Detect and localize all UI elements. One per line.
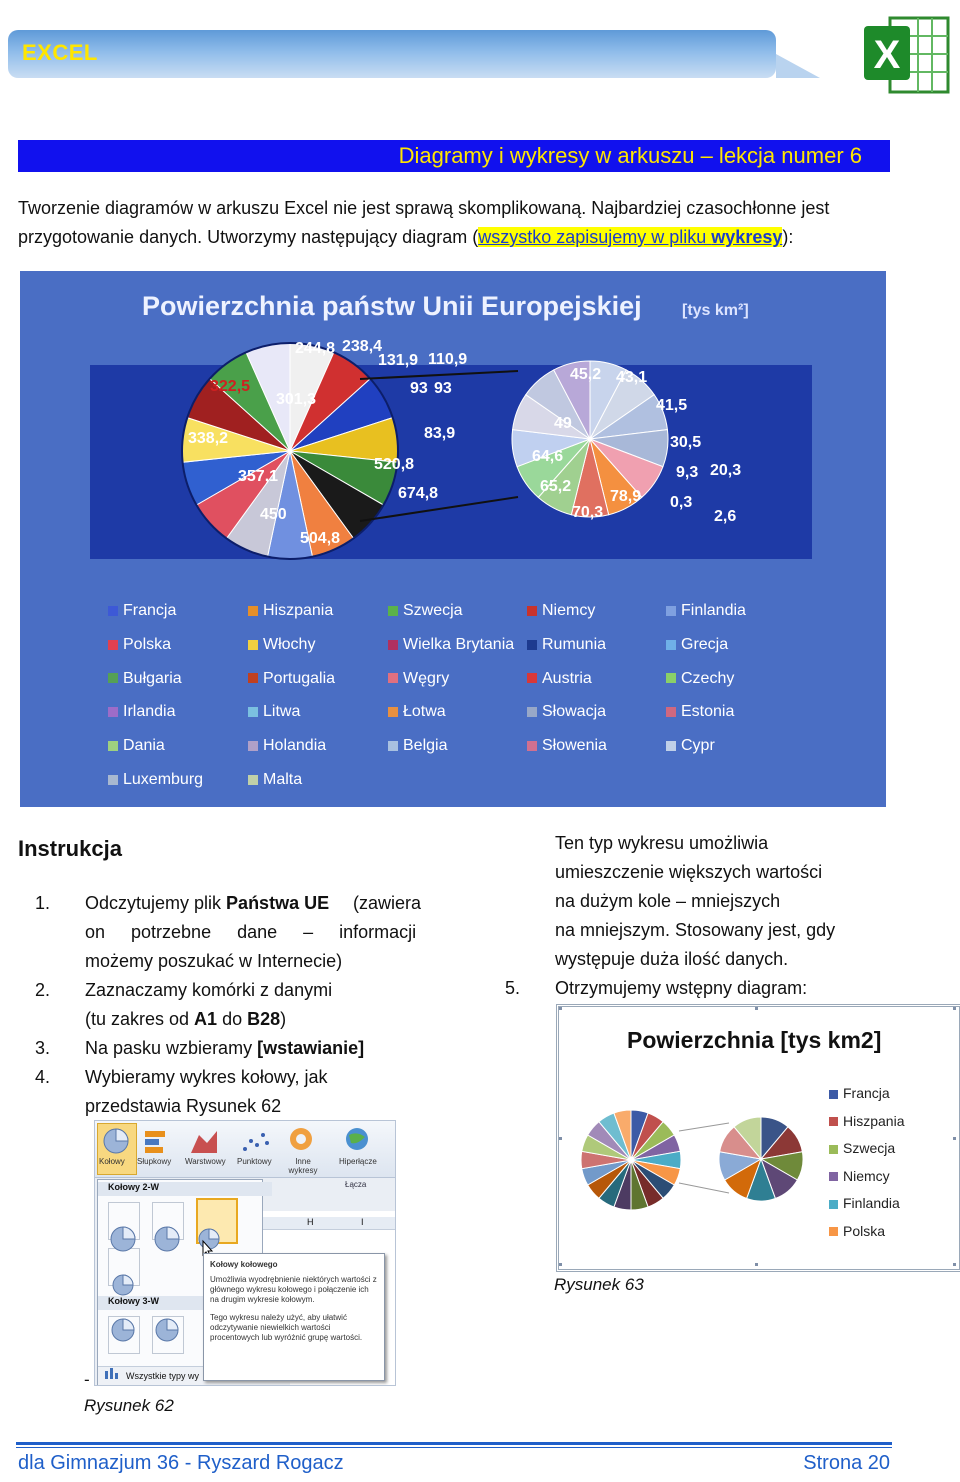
pie-of-pie-icon [199,1229,219,1249]
legend-label: Niemcy [542,602,596,619]
list-number: 4. [35,1067,51,1087]
ribbon-hyperlink-label[interactable]: Hiperłącze [339,1157,377,1166]
legend-swatch [388,673,398,683]
bar-of-pie-icon [113,1275,133,1295]
legend-item [666,703,734,721]
legend-item [388,737,447,755]
legend-label: Polska [123,635,172,653]
left-pie [182,343,398,559]
ribbon-area-label[interactable]: Warstwowy [185,1157,226,1166]
section-3d-label: Kołowy 3-W [98,1296,272,1310]
intro-end: ): [782,227,794,247]
range-text: do [217,1009,248,1029]
list-number: 3. [35,1038,51,1058]
resize-handle[interactable] [953,1263,956,1266]
area-chart-icon [191,1131,217,1153]
list-item-1-line-2: on potrzebne dane – informacji [85,922,417,942]
legend-label: Austria [542,669,592,687]
right-pie-data-label: 64,6 [532,448,564,465]
caption-figure-62: Rysunek 62 [84,1396,174,1415]
preliminary-legend-item [829,1085,890,1101]
tooltip-paragraph-1: Umożliwia wyodrębnienie niektórych wartości z głównego wykresu kołowego i połączenie ich na drugim wykresie kołowym. [210,1275,377,1304]
legend-swatch [829,1145,838,1154]
legend-swatch [248,606,258,616]
legend-label: Malta [263,771,303,788]
preliminary-chart-title: Powierzchnia [tys km2] [627,1027,882,1053]
list-item-2-line-2 [85,1005,286,1034]
column-i: I [361,1217,364,1227]
legend-swatch [248,707,258,717]
ribbon-other-label[interactable]: Inne wykresy [288,1157,318,1175]
caption-figure-63: Rysunek 63 [554,1275,644,1294]
right-pie-data-label: 43,1 [616,369,648,386]
legend-item [108,771,203,789]
list-number: 5. [505,978,521,998]
list-number: 1. [35,893,51,913]
resize-handle[interactable] [755,1263,758,1266]
right-line-5: występuje duża ilość danych. [555,949,789,969]
legend-label: Luxemburg [123,771,204,788]
left-pie-data-label: 674,8 [398,485,439,502]
legend-item [108,703,175,721]
legend-swatch [666,606,676,616]
list-text-c: (zawiera [352,893,421,913]
legend-label: Estonia [681,703,735,721]
scatter-chart-icon [243,1133,269,1151]
legend-label: Francja [843,1085,890,1101]
legend-swatch [108,640,118,650]
hyperlink-icon [346,1128,368,1150]
legend-swatch [108,707,118,717]
right-pie-data-label: 41,5 [656,397,688,414]
tooltip-paragraph-2: Tego wykresu należy użyć, aby ułatwić odczytywanie niewielkich wartości procentowych lub wyróżnić grupę wartości. [210,1313,363,1342]
intro-highlight-text: wszystko zapisujemy w pliku [478,227,712,247]
other-charts-icon [290,1128,312,1150]
excel-logo-icon [860,8,954,98]
resize-handle[interactable] [559,1263,562,1266]
section-2d-label: Kołowy 2-W [98,1182,272,1196]
all-chart-types-link[interactable]: Wszystkie typy wy [98,1366,290,1385]
right-pie-data-label: 9,3 [676,464,699,481]
legend-label: Hiszpania [263,602,334,619]
right-line-1: Ten typ wykresu umożliwia [555,833,769,853]
list-text [85,889,329,918]
preliminary-legend-item [829,1168,890,1184]
legend-label: Słowenia [542,737,607,755]
range-text: (tu zakres od [85,1009,195,1029]
left-pie-data-label: 93 [434,380,452,397]
chart-title: Powierzchnia państw Unii Europejskiej [142,291,642,321]
right-line-2: umieszczenie większych wartości [555,862,823,882]
intro-line-1: Tworzenie diagramów w arkuszu Excel nie jest sprawą skomplikowaną. Najbardziej czasochłonne jest [18,198,830,218]
right-pie-data-label: 70,3 [572,504,604,521]
left-pie-data-label: 83,9 [424,425,456,442]
left-pie-data-label: 244,8 [295,340,336,357]
right-line-4: na mniejszym. Stosowany jest, gdy [555,920,836,940]
legend-swatch [248,775,258,785]
legend-swatch [248,673,258,683]
legend-swatch [108,741,118,751]
exploded-pie-icon [155,1227,179,1251]
preliminary-legend-item [829,1223,885,1239]
legend-label: Belgia [403,737,448,755]
legend-item [248,602,333,620]
list-text: Na pasku wzbieramy [85,1038,258,1058]
legend-swatch [248,741,258,751]
legend-label: Dania [123,737,165,755]
footer-author: dla Gimnazjum 36 - Ryszard Rogacz [18,1452,344,1474]
legend-swatch [666,741,676,751]
legend-item [666,670,734,688]
legend-label: Słowacja [542,703,607,721]
section-title: EXCEL [22,40,98,65]
legend-swatch [527,640,537,650]
left-pie-data-label: 450 [260,506,287,523]
chart-title-unit: [tys km²] [682,302,749,319]
preliminary-chart-frame[interactable] [556,1004,960,1272]
column-h: H [307,1217,314,1227]
legend-swatch [666,707,676,717]
legend-swatch [388,606,398,616]
legend-item [248,670,335,688]
legend-item [666,737,715,755]
legend-label: Litwa [263,703,301,721]
list-item-4-line-2: przedstawia Rysunek 62 [85,1096,282,1116]
connector-line [360,371,518,379]
pie-chart-icon [104,1129,128,1153]
intro-filename: wykresy [711,227,783,247]
list-item-2-line-1: Zaznaczamy komórki z danymi [85,980,333,1000]
page-title: Diagramy i wykresy w arkuszu – lekcja numer 6 [398,143,862,168]
preliminary-pie-chart [559,1007,959,1269]
legend-item [388,602,463,620]
legend-label: Rumunia [542,635,607,653]
list-text-a: Odczytujemy plik [85,893,227,913]
resize-handle[interactable] [953,1137,956,1140]
right-pie-data-label: 49 [554,415,572,432]
resize-handle[interactable] [559,1007,562,1010]
file-name: Państwa UE [226,893,330,913]
legend-item [248,771,302,789]
legend-label: Cypr [681,737,715,755]
preliminary-connector [679,1123,729,1131]
left-pie-data-label: 131,9 [378,352,419,369]
insert-chart-screenshot [94,1120,396,1386]
left-pie-data-label: 110,9 [428,351,468,368]
left-pie-data-label: 338,2 [188,430,229,447]
chart-tooltip [203,1253,385,1381]
legend-swatch [829,1227,838,1236]
right-pie-data-label: 0,3 [670,494,693,511]
legend-label: Finlandia [681,602,746,619]
footer-rule-thin [16,1447,892,1448]
ribbon-tab-name: [wstawianie] [257,1038,365,1058]
right-line-3: na dużym kole – mniejszych [555,891,781,911]
range-start: A1 [194,1009,218,1029]
footer-rule [16,1442,892,1445]
preliminary-legend-item [829,1140,895,1156]
page-number: Strona 20 [803,1452,890,1474]
header-bar [8,30,776,78]
list-item-3 [85,1034,364,1063]
right-pie-data-label: 30,5 [670,434,702,451]
legend-label: Finlandia [843,1195,900,1211]
legend-swatch [108,775,118,785]
legend-swatch [829,1172,838,1181]
legend-item [388,703,446,721]
legend-item [108,636,171,654]
ribbon-bar-label[interactable]: Słupkowy [137,1157,172,1166]
legend-item [527,703,606,721]
intro-text: przygotowanie danych. Utworzymy następujący diagram ( [18,227,479,247]
pie-3d-icon [112,1319,134,1341]
left-pie-data-label: 301,3 [276,391,317,408]
svg-text:X: X [873,33,901,77]
preliminary-legend-item [829,1113,904,1129]
legend-label: Grecja [681,635,729,653]
legend-item [108,602,176,620]
left-pie-data-label: 520,8 [374,456,415,473]
ribbon-scatter-label[interactable]: Punktowy [237,1157,272,1166]
preliminary-secondary-pie [719,1117,803,1201]
ribbon-pie-label[interactable]: Kołowy [99,1157,125,1166]
legend-swatch [388,640,398,650]
legend-label: Bułgaria [123,669,182,687]
right-pie-data-label: 20,3 [710,462,742,479]
pie-2d-icon [111,1227,135,1251]
left-pie-data-label: 504,8 [300,530,341,547]
right-pie-data-label: 65,2 [540,478,572,495]
all-chart-types-icon [105,1368,118,1379]
legend-label: Szwecja [403,602,463,619]
right-pie-data-label: 78,9 [610,488,642,505]
list-number: 2. [35,980,51,1000]
legend-label: Portugalia [263,669,336,687]
legend-label: Holandia [263,737,327,755]
legend-swatch [388,741,398,751]
legend-swatch [388,707,398,717]
legend-swatch [829,1090,838,1099]
range-end: B28 [247,1009,281,1029]
legend-swatch [527,606,537,616]
list-item-4-line-1: Wybieramy wykres kołowy, jak [85,1067,328,1087]
legend-label: Irlandia [123,703,176,721]
legend-item [388,636,514,654]
resize-handle[interactable] [755,1007,758,1010]
bar-chart-icon [145,1131,165,1153]
legend-swatch [829,1200,838,1209]
legend-label: Polska [843,1222,886,1239]
tooltip-title: Kołowy kołowego [210,1260,278,1269]
links-group-label: Łącza [345,1180,367,1189]
list-item-1-line-1 [85,889,421,918]
legend-item [248,737,326,755]
resize-handle[interactable] [559,1137,562,1140]
intro-line-2 [18,223,793,252]
legend-item [108,737,165,755]
resize-handle[interactable] [953,1007,956,1010]
legend-label: Węgry [403,669,450,687]
list-item-1-line-3: możemy poszukać w Internecie) [85,951,343,971]
legend-swatch [108,606,118,616]
legend-item [248,636,315,654]
legend-label: Francja [123,602,177,619]
legend-label: Czechy [681,669,735,687]
dash: - [84,1370,90,1389]
legend-label: Łotwa [403,703,446,721]
legend-item [527,670,592,688]
header-bar-tail [776,54,820,78]
legend-item [388,670,449,688]
preliminary-connector [679,1183,729,1193]
left-pie-data-label: 238,4 [342,338,383,355]
legend-swatch [527,707,537,717]
left-pie-data-label: 93 [410,380,428,397]
intro-highlight [478,227,782,247]
preliminary-main-pie [581,1110,681,1210]
legend-label: Wielka Brytania [403,635,515,653]
legend-item [666,636,728,654]
left-pie-data-label: 322,5 [210,378,251,395]
exploded-pie-3d-icon [156,1319,178,1341]
legend-item [527,636,606,654]
list-item-5: Otrzymujemy wstępny diagram: [555,978,808,998]
legend-swatch [527,673,537,683]
preliminary-legend-item [829,1195,900,1211]
legend-item [527,737,607,755]
legend-item [248,703,300,721]
legend-swatch [829,1117,838,1126]
legend-swatch [248,640,258,650]
legend-swatch [108,673,118,683]
right-pie-data-label: 2,6 [714,508,737,525]
legend-label: Szwecja [843,1140,896,1156]
range-text: ) [280,1009,287,1029]
legend-label: Włochy [263,635,316,653]
legend-item [666,602,746,620]
legend-swatch [666,673,676,683]
eu-pie-chart [20,271,886,807]
instructions-heading: Instrukcja [18,836,122,861]
legend-item [108,670,182,688]
left-pie-data-label: 357,1 [238,468,279,485]
legend-swatch [527,741,537,751]
right-pie-data-label: 45,2 [570,366,602,383]
legend-swatch [666,640,676,650]
legend-item [527,602,595,620]
legend-label: Niemcy [843,1167,890,1184]
legend-label: Hiszpania [843,1112,905,1129]
